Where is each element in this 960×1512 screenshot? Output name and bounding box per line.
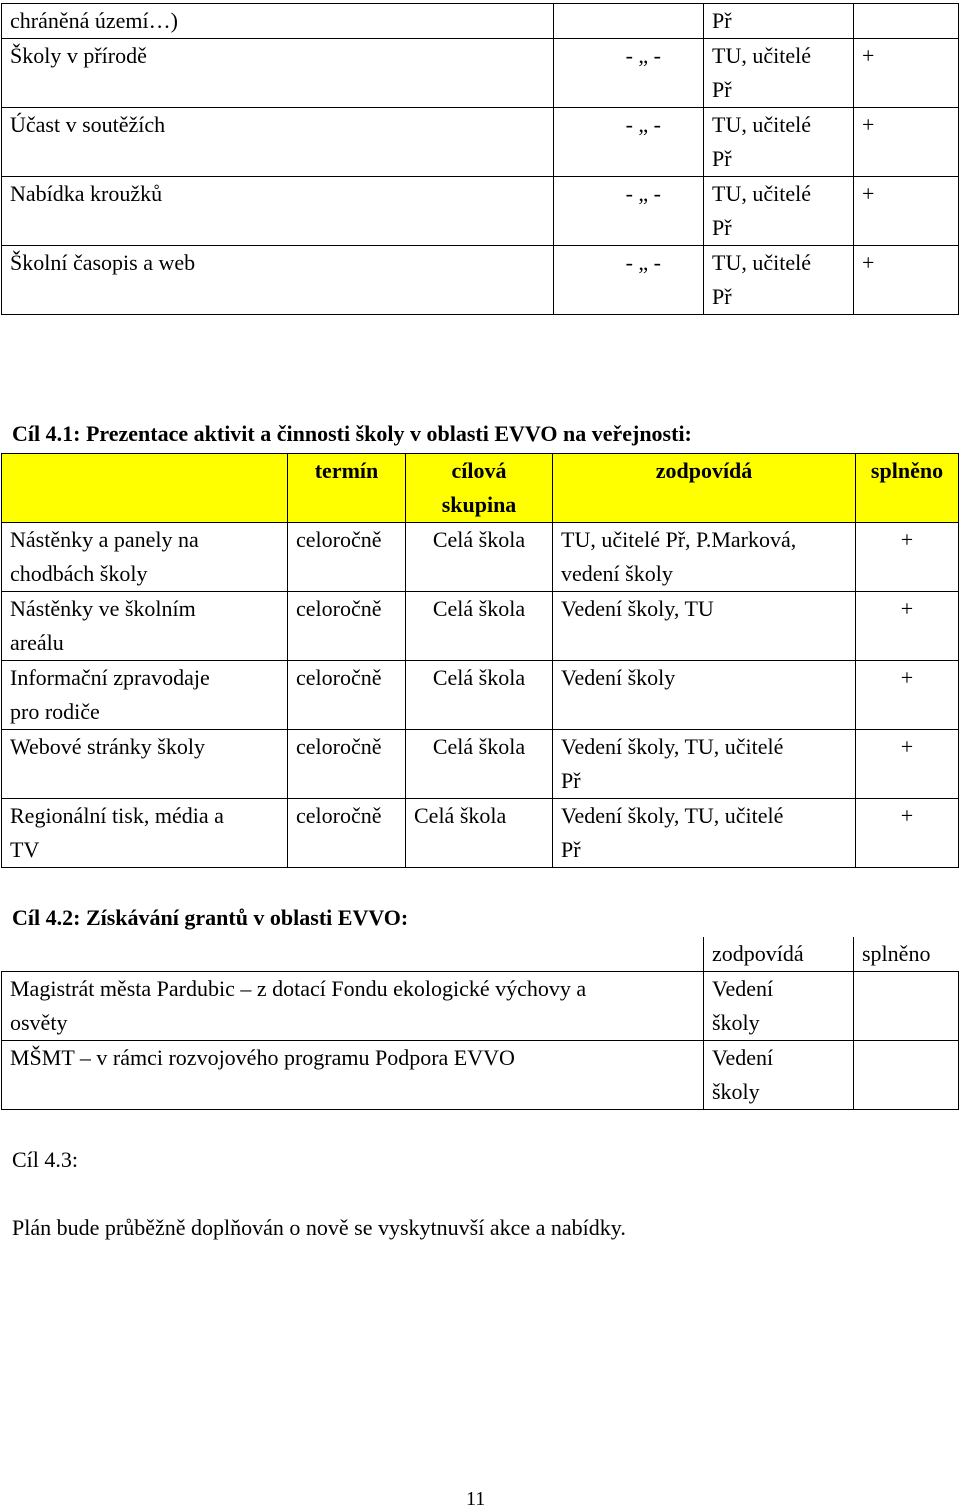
table-header-row bbox=[2, 454, 959, 523]
responsible-cell bbox=[553, 523, 856, 592]
term-cell bbox=[554, 4, 704, 39]
responsible-line: TU, učitelé Př, P.Marková, bbox=[561, 527, 797, 552]
term-cell: celoročně bbox=[288, 523, 406, 592]
done-cell: + bbox=[854, 108, 959, 177]
activities-table-continued bbox=[1, 3, 959, 315]
responsible-line: Vedení bbox=[712, 1045, 774, 1070]
done-cell: + bbox=[856, 661, 959, 730]
table-row bbox=[2, 799, 959, 868]
goal-4-3-heading: Cíl 4.3: bbox=[12, 1147, 79, 1172]
term-cell: - „ - bbox=[554, 39, 704, 108]
grant-cell bbox=[2, 972, 704, 1041]
header-responsible: zodpovídá bbox=[704, 937, 854, 972]
table-row bbox=[2, 592, 959, 661]
done-cell: + bbox=[856, 730, 959, 799]
table-row bbox=[2, 972, 959, 1041]
table-row bbox=[2, 39, 959, 108]
presentation-table bbox=[1, 453, 959, 868]
grant-line: osvěty bbox=[10, 1010, 68, 1035]
table-row bbox=[2, 661, 959, 730]
header-target-group bbox=[406, 454, 553, 523]
responsible-line: školy bbox=[712, 1079, 760, 1104]
activity-line: Nástěnky a panely na bbox=[10, 527, 199, 552]
responsible-cell bbox=[704, 177, 854, 246]
responsible-line: TU, učitelé bbox=[712, 43, 811, 68]
header-target-line1: cílová bbox=[451, 458, 507, 483]
target-cell: Celá škola bbox=[406, 592, 553, 661]
table-row bbox=[2, 4, 959, 39]
term-cell: - „ - bbox=[554, 108, 704, 177]
page-number: 11 bbox=[466, 1488, 486, 1510]
closing-note: Plán bude průběžně doplňován o nově se vyskytnuvší akce a nabídky. bbox=[12, 1215, 626, 1240]
responsible-line: Př bbox=[712, 146, 732, 171]
activity-line: Informační zpravodaje bbox=[10, 665, 210, 690]
responsible-cell bbox=[553, 592, 856, 661]
term-cell: - „ - bbox=[554, 246, 704, 315]
header-responsible: zodpovídá bbox=[553, 454, 856, 523]
term-cell: celoročně bbox=[288, 592, 406, 661]
done-cell: + bbox=[854, 177, 959, 246]
table-row bbox=[2, 177, 959, 246]
activity-cell: chráněná území…) bbox=[2, 4, 554, 39]
activity-cell bbox=[2, 799, 288, 868]
responsible-cell bbox=[704, 108, 854, 177]
activity-cell: Nabídka kroužků bbox=[2, 177, 554, 246]
responsible-line: Př bbox=[712, 215, 732, 240]
activity-line: areálu bbox=[10, 630, 64, 655]
header-done: splněno bbox=[856, 454, 959, 523]
responsible-line: Př bbox=[712, 8, 732, 33]
activity-line: Webové stránky školy bbox=[10, 734, 205, 759]
activity-cell bbox=[2, 523, 288, 592]
responsible-cell bbox=[553, 661, 856, 730]
responsible-line: Vedení bbox=[712, 976, 774, 1001]
responsible-cell bbox=[704, 1041, 854, 1110]
activity-line: Regionální tisk, média a bbox=[10, 803, 224, 828]
responsible-line: Př bbox=[712, 77, 732, 102]
header-term: termín bbox=[288, 454, 406, 523]
done-cell: + bbox=[856, 799, 959, 868]
activity-cell bbox=[2, 730, 288, 799]
done-cell: + bbox=[854, 246, 959, 315]
responsible-cell bbox=[553, 730, 856, 799]
goal-4-2-heading: Cíl 4.2: Získávání grantů v oblasti EVVO: bbox=[12, 905, 409, 930]
done-cell: + bbox=[854, 39, 959, 108]
table-header-row bbox=[2, 937, 959, 972]
target-cell: Celá škola bbox=[406, 523, 553, 592]
responsible-cell bbox=[704, 39, 854, 108]
done-cell bbox=[854, 972, 959, 1041]
target-cell: Celá škola bbox=[406, 730, 553, 799]
table-row bbox=[2, 523, 959, 592]
responsible-line: Př bbox=[561, 768, 581, 793]
target-cell: Celá škola bbox=[406, 661, 553, 730]
activity-cell: Školní časopis a web bbox=[2, 246, 554, 315]
responsible-line: Vedení školy, TU bbox=[561, 596, 714, 621]
term-cell: celoročně bbox=[288, 730, 406, 799]
done-cell: + bbox=[856, 592, 959, 661]
term-cell: celoročně bbox=[288, 799, 406, 868]
activity-line: chodbách školy bbox=[10, 561, 148, 586]
responsible-line: Vedení školy bbox=[561, 665, 676, 690]
responsible-line: Př bbox=[561, 837, 581, 862]
target-cell: Celá škola bbox=[406, 799, 553, 868]
table-row bbox=[2, 730, 959, 799]
term-cell: - „ - bbox=[554, 177, 704, 246]
table-row bbox=[2, 1041, 959, 1110]
done-cell: + bbox=[856, 523, 959, 592]
grant-line: Magistrát města Pardubic – z dotací Fondu ekologické výchovy a bbox=[10, 976, 587, 1001]
grant-cell bbox=[2, 1041, 704, 1110]
responsible-line: vedení školy bbox=[561, 561, 673, 586]
grants-table bbox=[1, 937, 959, 1110]
term-cell: celoročně bbox=[288, 661, 406, 730]
responsible-cell bbox=[704, 972, 854, 1041]
header-blank-cell bbox=[2, 937, 704, 972]
table-row bbox=[2, 108, 959, 177]
responsible-cell bbox=[553, 799, 856, 868]
grant-line: MŠMT – v rámci rozvojového programu Podpora EVVO bbox=[10, 1045, 515, 1070]
header-target-line2: skupina bbox=[441, 492, 517, 517]
activity-line: Nástěnky ve školním bbox=[10, 596, 196, 621]
goal-4-1-heading: Cíl 4.1: Prezentace aktivit a činnosti školy v oblasti EVVO na veřejnosti: bbox=[12, 421, 692, 446]
done-cell bbox=[854, 1041, 959, 1110]
header-done: splněno bbox=[854, 937, 959, 972]
responsible-line: TU, učitelé bbox=[712, 181, 811, 206]
responsible-cell bbox=[704, 4, 854, 39]
responsible-line: Př bbox=[712, 284, 732, 309]
done-cell bbox=[854, 4, 959, 39]
header-blank-cell bbox=[2, 454, 288, 523]
activity-line: TV bbox=[10, 837, 40, 862]
activity-cell bbox=[2, 661, 288, 730]
responsible-line: Vedení školy, TU, učitelé bbox=[561, 803, 784, 828]
responsible-line: Vedení školy, TU, učitelé bbox=[561, 734, 784, 759]
responsible-line: školy bbox=[712, 1010, 760, 1035]
table-row bbox=[2, 246, 959, 315]
activity-cell: Účast v soutěžích bbox=[2, 108, 554, 177]
responsible-line: TU, učitelé bbox=[712, 112, 811, 137]
activity-cell bbox=[2, 592, 288, 661]
activity-line: pro rodiče bbox=[10, 699, 100, 724]
responsible-line: TU, učitelé bbox=[712, 250, 811, 275]
responsible-cell bbox=[704, 246, 854, 315]
activity-cell: Školy v přírodě bbox=[2, 39, 554, 108]
